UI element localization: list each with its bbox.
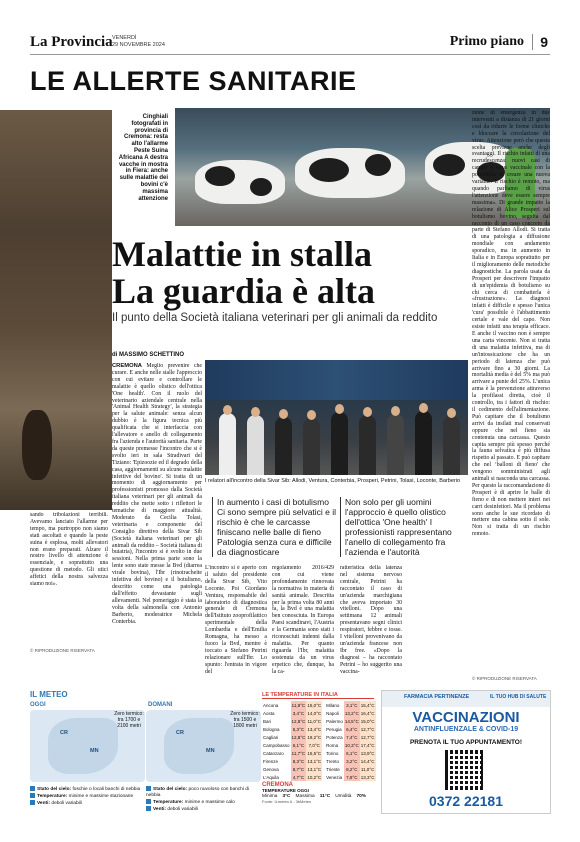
city-name: Catanzaro xyxy=(263,750,284,756)
person-figure xyxy=(415,411,432,475)
max-temp: 12,7°C xyxy=(360,734,375,740)
person-figure xyxy=(387,414,404,475)
city-name: L'Aquila xyxy=(263,774,279,780)
person-figure xyxy=(247,415,264,475)
cremona-title: CREMONA xyxy=(262,782,293,788)
max-temp: 10,2°C xyxy=(307,774,322,780)
legend-tomorrow: Stato del cielo: poco nuvoloso con banchi di nebbia Temperature: minime e massime calo Venti: deboli variabili xyxy=(146,786,250,812)
byline xyxy=(112,352,184,358)
temperature-row xyxy=(325,773,375,781)
person-figure xyxy=(275,417,292,475)
article-column: sando tribolazioni terribili. Avevamo lanciato l'allarme per tempo, ma purtroppo non siamo stati ascoltati e quando la peste suina è esplosa, molti allevatori non erano preparati. Alzare il nostro livello di attenzione è essenziale, e soprattutto una questione di metodo. Gli utici affetici della nostra salvezza siamo noi». xyxy=(30,512,108,588)
page-date xyxy=(112,35,165,48)
temperature-row xyxy=(262,701,322,709)
min-label: Minima xyxy=(262,794,278,799)
max-temp: 12,7°C xyxy=(360,726,375,732)
temperature-row xyxy=(325,709,375,717)
min-temp: 4,7°C xyxy=(291,773,307,781)
city-name: Napoli xyxy=(326,710,339,716)
person-figure xyxy=(331,412,348,475)
city-name: Palermo xyxy=(326,718,343,724)
italy-temperatures xyxy=(262,692,374,812)
humidity-value: 70% xyxy=(356,794,367,799)
min-temp: 3,1°C xyxy=(344,701,360,709)
pharmacy-ad[interactable] xyxy=(381,690,551,814)
byline-prefix: di xyxy=(112,352,118,358)
temperature-row xyxy=(262,757,322,765)
ad-title: VACCINAZIONI xyxy=(412,709,520,726)
boar-snout-shape xyxy=(22,410,52,480)
article-column: L'incontro si è aperto con il saluto del presidente della Sivar Sib, Vito Loconte. Poi Giordano Ventura, responsabile del laboratorio di diagnostica generale di Cremona dell'Istituto zooprofilattico sperimentale della Lombardia e dell'Emilia Romagna, ha messo a fuoco la Bvd, mentre è toccato a Stefano Petrini relazionare sull'Ibr. Lo spunto: l'entrata in vigore del xyxy=(205,565,267,675)
temperature-row xyxy=(262,725,322,733)
stage-banner xyxy=(205,360,468,400)
ad-cta: PRENOTA IL TUO APPUNTAMENTO! xyxy=(409,739,523,746)
max-temp: 11,0°C xyxy=(307,718,321,724)
temperature-row xyxy=(262,733,322,741)
max-temp: 14,0°C xyxy=(307,710,322,716)
city-name: Roma xyxy=(326,742,339,748)
humidity-label: Umidità xyxy=(335,794,352,799)
masthead: La Provincia xyxy=(30,34,113,50)
article-column: zione di emergenza in due interventi a distanza di 21 giorni così da ridurre le forme cliniche e bloccare la circolazione del virus. Attenzione però che questa scelta previene anche degli svantaggi. Il rischio infatti di una recrudescenza: nuovi casi di campo e virus vaccinale con la possibilità di creare una nuova variante. Il rischio è remoto, ma quando parliamo di virus l'attenzione deve essere sempre massima». Di grande impatto la relazione di Alice Prosperi sul botulismo bovino, seguita dal racconto di un caso concreto da parte di Stefano Allodi. Si tratta di una patologia a diffusione mondiale con andamento sporadico, ma in aumento in Italia e in Europa soprattutto per il miglioramento delle metodiche diagnostiche. La parola usata da Prosperi per descrivere l'impatto di un'epidemia di botulismo su chi cerca di combatterla è «frustrazione». La diagnosi infatti è difficile e spesso l'unica 'cura' possibile è l'abbattimento certale e vale del capo. Non esiste infatti una terapia efficace. E anche il vaccino non è sempre una carta vincente. Non si tratta di una malattia infettiva, ma di un'intossicazione che ha un periodo di latenza che può arrivare fino a 30 giorni. La mortalità media è del 5% ma può arrivare a punte del 25%. L'unica arma è la prevenzione attraverso la profilassi diretta, cioè il controllo, tra i fattori di rischio: il cedimento dell'alimentazione. Può capitare che il botulismo arrivi da insilati mal conservati oppure che nel fieno sia contenuta una carcassa. Questo capita sempre più spesso perché la fauna selvatica è più diffusa rispetto al passato. E può capitare che nel ‘balloni di fieno' che vengono somministrati agli animali si nasconda una carcassa. Per questo la raccomandazione di Prosperi è di aprire le balle di fieno e di non mettere interi nei carri desinfettori. Ma il problema sono anche le sue ricordato di mettere una cabina sotto il sole. Non si tratta di un rischio remoto. xyxy=(472,110,550,538)
temperature-row xyxy=(262,709,322,717)
section-kicker: LE ALLERTE SANITARIE xyxy=(30,66,357,96)
min-value: 3°C xyxy=(282,794,291,799)
person-figure xyxy=(359,415,376,475)
speakers-photo xyxy=(205,360,468,475)
temperature-row xyxy=(325,733,375,741)
ad-partner: IL TUO HUB DI SALUTE xyxy=(490,694,547,700)
map-tomorrow: CR MN xyxy=(146,710,261,782)
byline-author: MASSIMO SCHETTINO xyxy=(119,352,185,358)
section-name: Primo piano xyxy=(449,34,524,49)
temperature-row xyxy=(325,725,375,733)
page-number: 9 xyxy=(532,34,548,50)
city-name: Firenze xyxy=(263,758,279,764)
temperatures-title: LE TEMPERATURE IN ITALIA xyxy=(262,692,374,699)
max-temp: 19,2°C xyxy=(307,734,322,740)
temps-table-right xyxy=(325,701,375,781)
min-temp: 6,4°C xyxy=(344,725,360,733)
city-name: Genova xyxy=(263,766,279,772)
map-today: CR MN xyxy=(30,710,145,782)
temperature-row xyxy=(325,701,375,709)
min-temp: 12,8°C xyxy=(291,718,306,724)
speakers-caption: I relatori all'incontro della Sivar Sib: Allodi, Ventura, Conterbia, Prosperi, Petrini, Tolasi, Loconte, Barberio xyxy=(205,478,460,484)
city-name: Bari xyxy=(263,718,272,724)
city-name: Cagliari xyxy=(263,734,279,740)
headline-line-1: Malattie in stalla xyxy=(112,234,372,274)
date-full: 29 NOVEMBRE 2024 xyxy=(112,41,165,48)
min-temp: 8,7°C xyxy=(291,765,307,773)
article-column: ratteristica della latenza nel sistema nervoso centrale, Petrini ha raccontato il caso di un'azienda marchigiana che aveva importato 30 vitelloni. Dopo una settimana 12 animali presentavano segni clinici respiratori, febbre e tosse. I vitelloni provenivano da un'azienda francese non Ibr free. «Dopo la diagnosi – ha raccontato Petrini – ho suggerito una vaccina- xyxy=(340,565,402,675)
min-temp: 14,5°C xyxy=(344,718,359,724)
temperature-row xyxy=(262,765,322,773)
tomorrow-label: DOMANI xyxy=(148,702,173,708)
max-label: Massima xyxy=(295,794,315,799)
min-temp: 12,8°C xyxy=(291,734,306,740)
max-temp: 13,4°C xyxy=(307,726,322,732)
page-header xyxy=(30,32,550,55)
max-temp: 15,0°C xyxy=(307,702,322,708)
max-temp: 7,0°C xyxy=(306,741,322,749)
max-temp: 13,1°C xyxy=(307,766,322,772)
date-day: VENERDÌ xyxy=(112,35,137,41)
min-temp: 13,2°C xyxy=(344,710,359,716)
copyright-note: © RIPRODUZIONE RISERVATA xyxy=(30,648,95,653)
today-label: OGGI xyxy=(30,702,46,708)
city-name: Campobasso xyxy=(263,742,290,748)
max-temp: 13,9°C xyxy=(360,750,375,756)
max-temp: 15,5°C xyxy=(307,750,322,756)
pull-quote: Non solo per gli uomini l'approccio è quello olistico dell'ottica 'One health' I professionisti rappresentano l'anello di collegamento fra l'azienda e l'autorità xyxy=(340,497,465,557)
copyright-note: © RIPRODUZIONE RISERVATA xyxy=(472,676,537,681)
min-temp: 3,4°C xyxy=(291,709,307,717)
temperature-row xyxy=(262,773,322,781)
max-temp: 11,0°C xyxy=(360,766,375,772)
qr-code-icon[interactable] xyxy=(445,750,485,790)
photo-caption: Cinghiali fotografati in provincia di Cremona: resta alto l'allarme Peste Suina Africana A destra vacche in mostra in Fiera: anche sulle malattie dei bovini c'è massima attenzione xyxy=(118,114,168,202)
temperature-row xyxy=(325,765,375,773)
min-temp: 6,1°C xyxy=(344,749,360,757)
article-column xyxy=(112,363,202,683)
weather-title: IL METEO xyxy=(30,690,68,699)
min-temp: 8,3°C xyxy=(291,757,307,765)
city-name: Trieste xyxy=(326,766,340,772)
city-name: Bologna xyxy=(263,726,280,732)
city-name: Aosta xyxy=(263,710,275,716)
weather-source: Fonte: ILmeteo.it - 3bMeteo xyxy=(262,799,312,804)
weather-box xyxy=(30,690,375,812)
min-temp: 8,2°C xyxy=(344,765,360,773)
ad-brand-bar xyxy=(382,691,550,707)
cow-shape xyxy=(295,148,405,198)
legend-today: Stato del cielo: foschie o locali banchi di nebbia Temperature: minime e massime stazionarie Venti: deboli variabili xyxy=(30,786,144,806)
max-temp: 17,4°C xyxy=(360,742,375,748)
temps-table-left xyxy=(262,701,322,781)
zero-level-today: Zero termico: tra 1700 e 2100 metri xyxy=(114,711,144,729)
max-temp: 15,4°C xyxy=(360,702,375,708)
column-text: Meglio prevenire che curare. E anche nelle stalle l'approccio con cui evitare e controllare le malattie è quello olistico dell'ottica 'One health'. Con il ruolo del veterinario aziendale centrale nella 'Animal Health Strategy', la strategia per la salute animale: senza alcun dubbio è la figura tecnica più qualificata che si interfaccia con l'allevatore e anello di collegamento fra l'azienda e l'autorità sanitaria. Parte da queste premesse l'incontro che si è svolto ieri in sala Stradivari del Tiziano: 'Epizoozie ed il degrado della casa, aggiornamenti su alcune malattie infettive del bovino'. Si tratta di un momento di aggiornamento per professionisti promosso dalla Società italiana veterinari per gli animali da reddito che mette sotto i riflettori le tematiche di maggiore attualità. Moderato da Cecilia Tolasi, veterinaria e componente del Consiglio direttivo della Sivar Sib (Società italiana veterinari per gli animali da reddito – Società italiana di buiatria), l'incontro si è svolto in due sessioni. Nella prima parte sono la lente sono state messe la Bvd (diarrea virale bovina), l'Ibr (rinotracheite infettiva del bovino) e il botulismo, descritto come una patologia dall'effetto devastante sugli allevamenti. Nel pomeriggio è stata la volta della salmonella con Antonio Barberio, moderatrice Michela Conterbia. xyxy=(112,363,202,625)
min-temp: 11,7°C xyxy=(291,750,306,756)
city-name: Perugia xyxy=(326,726,342,732)
max-temp: 13,3°C xyxy=(360,774,375,780)
ad-brand: FARMACIA PERTINENZE xyxy=(404,694,470,700)
cow-shape xyxy=(195,160,285,204)
min-temp: 6,1°C xyxy=(291,741,307,749)
zero-level-tomorrow: Zero termico: tra 1500 e 1800 metri xyxy=(230,711,260,729)
temperature-row xyxy=(325,749,375,757)
person-figure xyxy=(443,416,460,475)
min-temp: 7,8°C xyxy=(344,773,360,781)
headline-line-2: La guardia è alta xyxy=(112,271,376,311)
min-temp: 10,3°C xyxy=(344,742,359,748)
boar-photo xyxy=(0,110,112,510)
pull-quote: In aumento i casi di botulismo Ci sono sempre più selvatici e il rischio è che le carcasse finiscano nelle balle di fieno Patologia senza cura e difficile da diagnosticare xyxy=(212,497,337,557)
max-value: 11°C xyxy=(319,794,331,799)
max-temp: 15,0°C xyxy=(360,718,375,724)
city-name: Milano xyxy=(326,702,340,708)
subheadline: Il punto della Società italiana veterinari per gli animali da reddito xyxy=(112,312,438,324)
person-figure xyxy=(303,418,320,475)
min-temp: 11,8°C xyxy=(291,702,306,708)
max-temp: 13,1°C xyxy=(307,758,322,764)
dateline: CREMONA xyxy=(112,363,142,369)
temperature-row xyxy=(262,741,322,749)
ad-phone[interactable]: 0372 22181 xyxy=(429,793,503,809)
temperature-row xyxy=(325,741,375,749)
ad-subtitle: ANTINFLUENZALE & COVID-19 xyxy=(413,726,519,733)
temperature-row xyxy=(325,757,375,765)
city-name: Venezia xyxy=(326,774,343,780)
temperature-row xyxy=(262,717,322,725)
temperature-row xyxy=(325,717,375,725)
min-temp: 7,4°C xyxy=(344,733,360,741)
city-name: Potenza xyxy=(326,734,343,740)
cremona-subtitle: TEMPERATURE OGGI xyxy=(262,788,309,793)
temperature-row xyxy=(262,749,322,757)
city-name: Torino xyxy=(326,750,339,756)
person-figure xyxy=(219,413,236,475)
min-temp: 3,2°C xyxy=(344,757,360,765)
min-temp: 5,3°C xyxy=(291,725,307,733)
city-name: Trento xyxy=(326,758,339,764)
article-column: regolamento 2016/429 con cui viene profondamente rinnovata la normativa in materia di sanità animale. Descritta per la prima volta 80 anni fa, la Bvd è una malattia ben conosciuta. In Europa Paesi scandinavi, l'Austria e la Germania sono stati i riconosciuti indenni dalla malattia. Per quanto riguarda l'Ibr, malattia sostenuta da un virus erpetico che, dunque, ha la ca- xyxy=(272,565,334,675)
max-temp: 14,4°C xyxy=(360,758,375,764)
city-name: Ancona xyxy=(263,702,279,708)
max-temp: 16,4°C xyxy=(360,710,375,716)
